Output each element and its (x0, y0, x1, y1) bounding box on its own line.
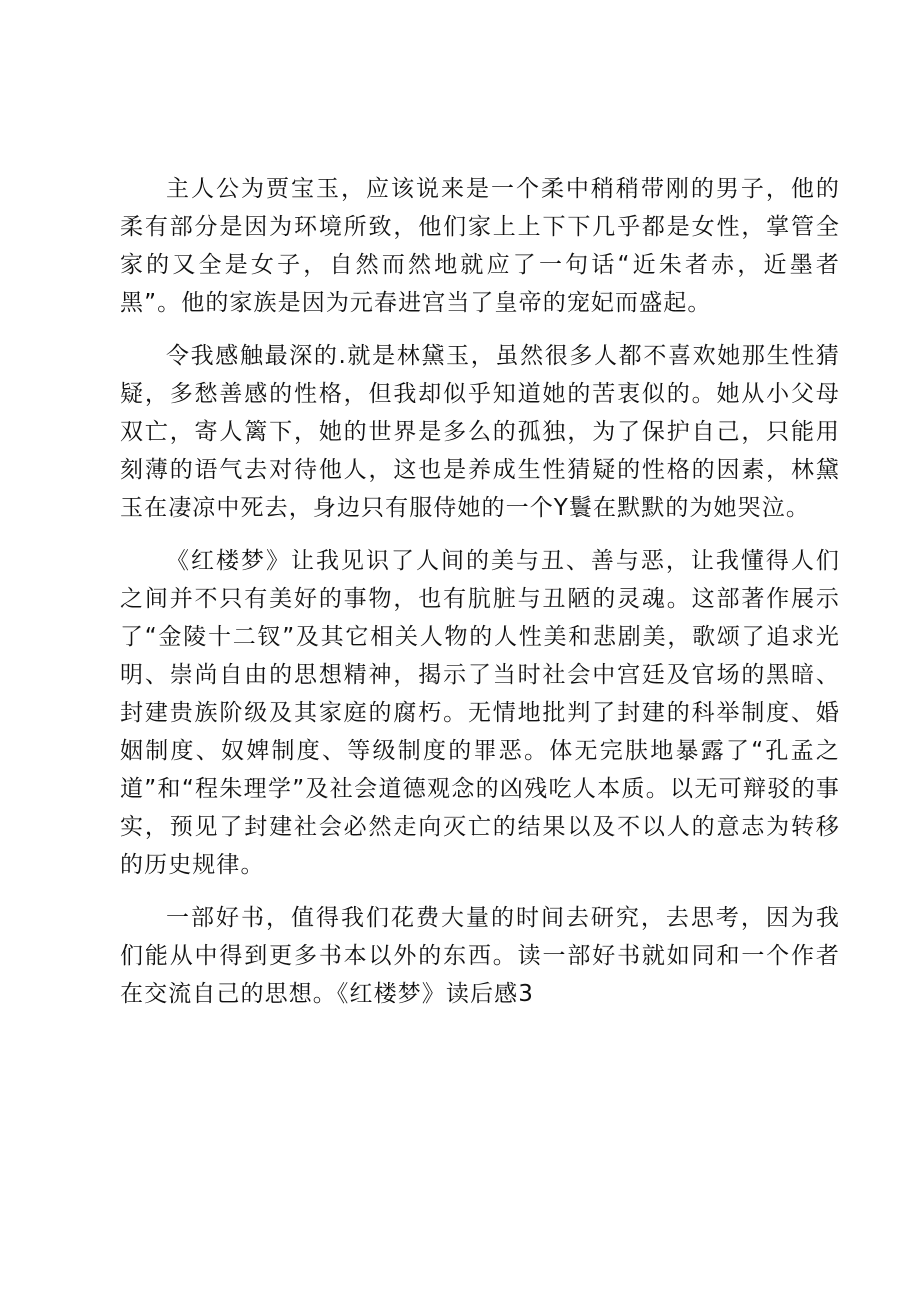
paragraph-3: 《红楼梦》让我见识了人间的美与丑、善与恶，让我懂得人们之间并不只有美好的事物，也有肮脏与丑陋的灵魂。这部著作展示了“金陵十二钗”及其它相关人物的人性美和悲剧美，歌颂了追求光明、崇尚自由的思想精神，揭示了当时社会中宫廷及官场的黑暗、封建贵族阶级及其家庭的腐朽。无情地批判了封建的科举制度、婚姻制度、奴婢制度、等级制度的罪恶。体无完肤地暴露了“孔孟之道”和“程朱理学”及社会道德观念的凶残吃人本质。以无可辩驳的事实，预见了封建社会必然走向灭亡的结果以及不以人的意志为转移的历史规律。 (120, 548, 840, 878)
document-body (120, 170, 840, 1028)
paragraph-1: 主人公为贾宝玉，应该说来是一个柔中稍稍带刚的男子，他的柔有部分是因为环境所致，他们家上上下下几乎都是女性，掌管全家的又全是女子，自然而然地就应了一句话“近朱者赤，近墨者黑”。他的家族是因为元春进宫当了皇帝的宠妃而盛起。 (120, 176, 840, 316)
paragraph-4: 一部好书，值得我们花费大量的时间去研究，去思考，因为我们能从中得到更多书本以外的东西。读一部好书就如同和一个作者在交流自己的思想。《红楼梦》读后感3 (120, 905, 840, 1007)
paragraph-2: 令我感触最深的.就是林黛玉，虽然很多人都不喜欢她那生性猜疑，多愁善感的性格，但我却似乎知道她的苦衷似的。她从小父母双亡，寄人篱下，她的世界是多么的孤独，为了保护自己，只能用刻薄的语气去对待他人，这也是养成生性猜疑的性格的因素，林黛玉在凄凉中死去，身边只有服侍她的一个Y鬟在默默的为她哭泣。 (120, 343, 840, 521)
